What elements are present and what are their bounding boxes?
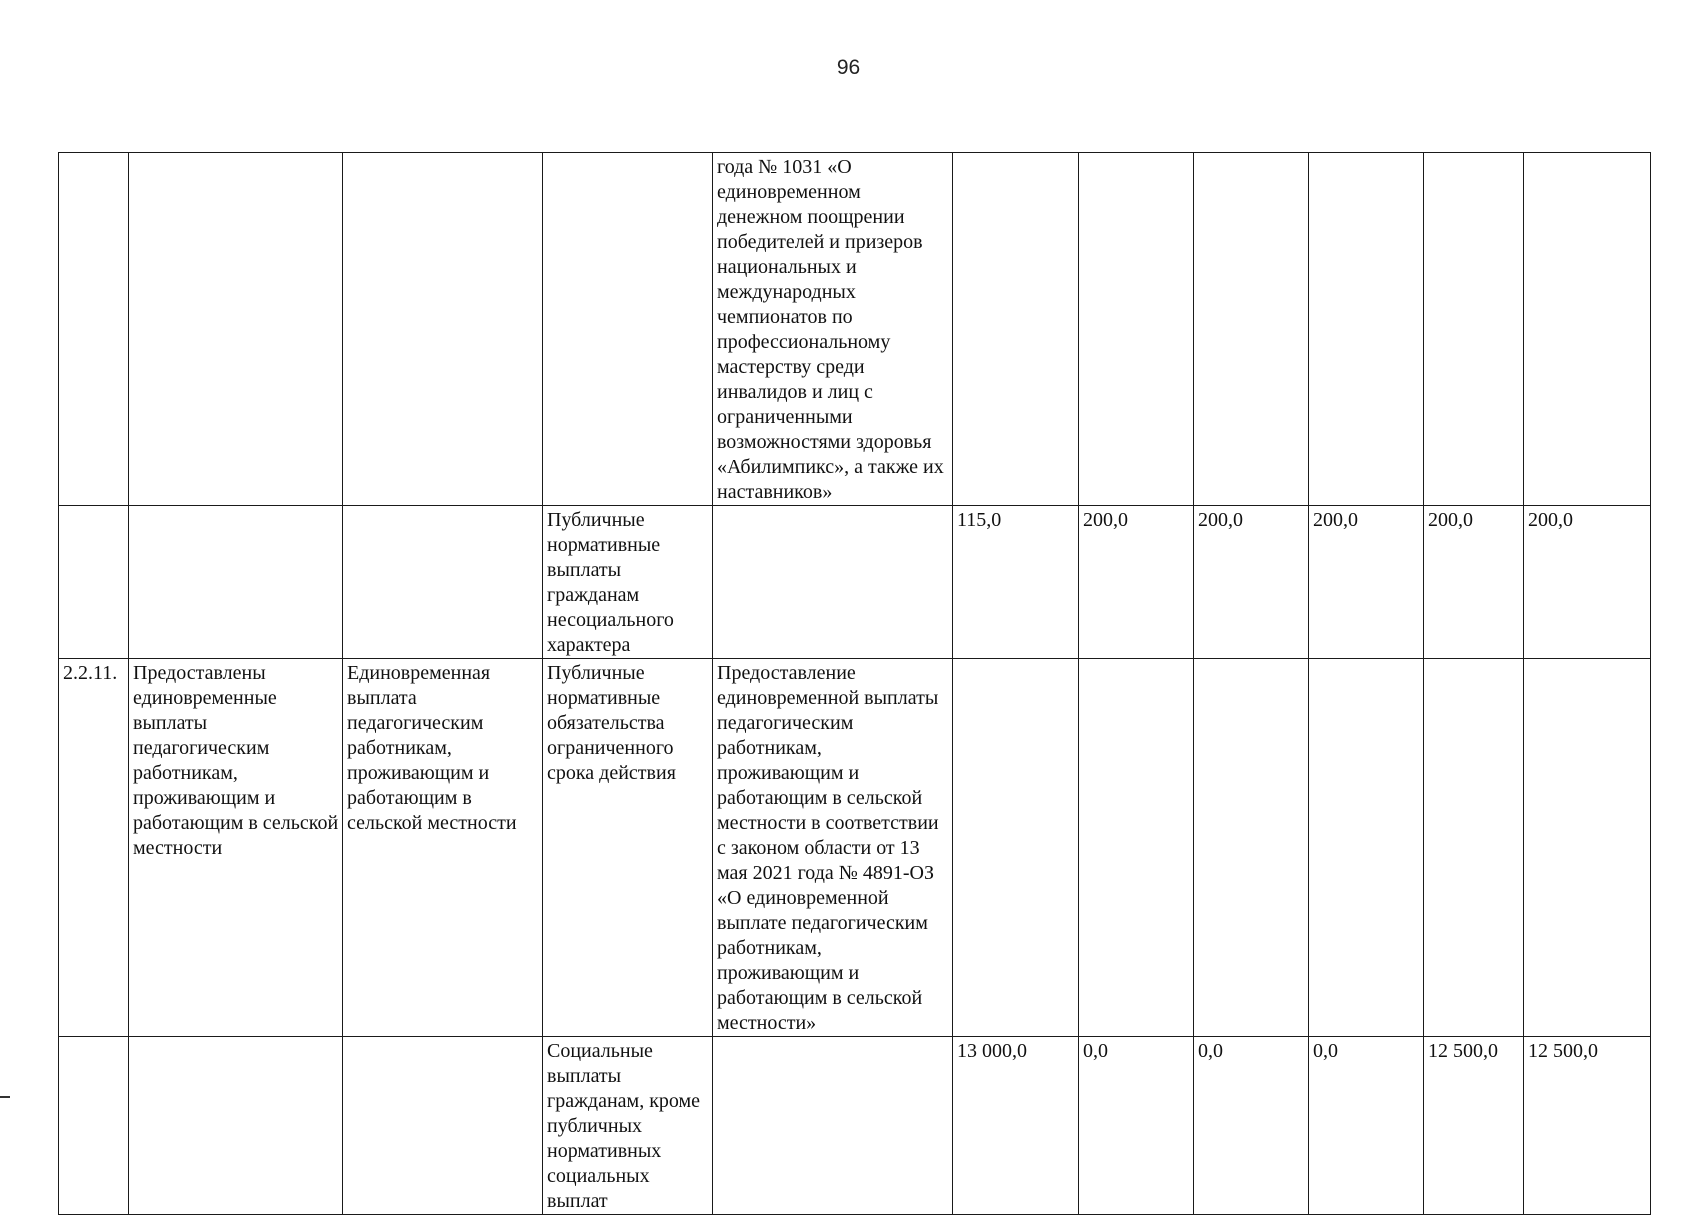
cell-value: 0,0 bbox=[1079, 1037, 1194, 1215]
cell-value bbox=[1309, 153, 1424, 506]
cell-value bbox=[1079, 153, 1194, 506]
table-row bbox=[59, 659, 1651, 1037]
table-row bbox=[59, 153, 1651, 506]
cell-number: 2.2.11. bbox=[59, 659, 129, 1037]
cell-value: 200,0 bbox=[1424, 506, 1524, 659]
cell-value: 200,0 bbox=[1309, 506, 1424, 659]
cell-value bbox=[1194, 153, 1309, 506]
cell-basis: Предоставление единовременной выплаты педагогическим работникам, проживающим и работающим в сельской местности в соответствии с законом области от 13 мая 2021 года № 4891-ОЗ «О единовременной выплате педагогическим работникам, проживающим и работающим в сельской местности» bbox=[713, 659, 953, 1037]
cell-value: 13 000,0 bbox=[953, 1037, 1079, 1215]
cell-value: 200,0 bbox=[1079, 506, 1194, 659]
table-row bbox=[59, 1037, 1651, 1215]
cell-result bbox=[129, 506, 343, 659]
cell-expense-type: Публичные нормативные выплаты гражданам несоциального характера bbox=[543, 506, 713, 659]
cell-number bbox=[59, 1037, 129, 1215]
cell-result bbox=[129, 1037, 343, 1215]
cell-result: Предоставлены единовременные выплаты педагогическим работникам, проживающим и работающим в сельской местности bbox=[129, 659, 343, 1037]
budget-table bbox=[58, 152, 1651, 1215]
cell-value: 12 500,0 bbox=[1424, 1037, 1524, 1215]
cell-value bbox=[953, 659, 1079, 1037]
cell-expense-type: Публичные нормативные обязательства ограниченного срока действия bbox=[543, 659, 713, 1037]
cell-value bbox=[1424, 153, 1524, 506]
cell-expense-type bbox=[543, 153, 713, 506]
cell-value bbox=[953, 153, 1079, 506]
cell-number bbox=[59, 506, 129, 659]
cell-value bbox=[1194, 659, 1309, 1037]
cell-expense-type: Социальные выплаты гражданам, кроме публичных нормативных социальных выплат bbox=[543, 1037, 713, 1215]
cell-value bbox=[1424, 659, 1524, 1037]
cell-event: Единовременная выплата педагогическим работникам, проживающим и работающим в сельской местности bbox=[343, 659, 543, 1037]
cell-result bbox=[129, 153, 343, 506]
cell-value: 0,0 bbox=[1194, 1037, 1309, 1215]
cell-value bbox=[1524, 659, 1651, 1037]
cell-value bbox=[1079, 659, 1194, 1037]
scan-mark bbox=[0, 1096, 10, 1098]
cell-value bbox=[1524, 153, 1651, 506]
cell-value: 200,0 bbox=[1194, 506, 1309, 659]
cell-value: 200,0 bbox=[1524, 506, 1651, 659]
cell-value: 12 500,0 bbox=[1524, 1037, 1651, 1215]
cell-basis bbox=[713, 1037, 953, 1215]
cell-event bbox=[343, 1037, 543, 1215]
table-row bbox=[59, 506, 1651, 659]
cell-value bbox=[1309, 659, 1424, 1037]
cell-value: 115,0 bbox=[953, 506, 1079, 659]
cell-number bbox=[59, 153, 129, 506]
cell-event bbox=[343, 153, 543, 506]
cell-value: 0,0 bbox=[1309, 1037, 1424, 1215]
cell-basis: года № 1031 «О единовременном денежном поощрении победителей и призеров национальных и международных чемпионатов по профессиональному мастерству среди инвалидов и лиц с ограниченными возможностями здоровья «Абилимпикс», а также их наставников» bbox=[713, 153, 953, 506]
cell-basis bbox=[713, 506, 953, 659]
page-number: 96 bbox=[836, 56, 861, 79]
cell-event bbox=[343, 506, 543, 659]
